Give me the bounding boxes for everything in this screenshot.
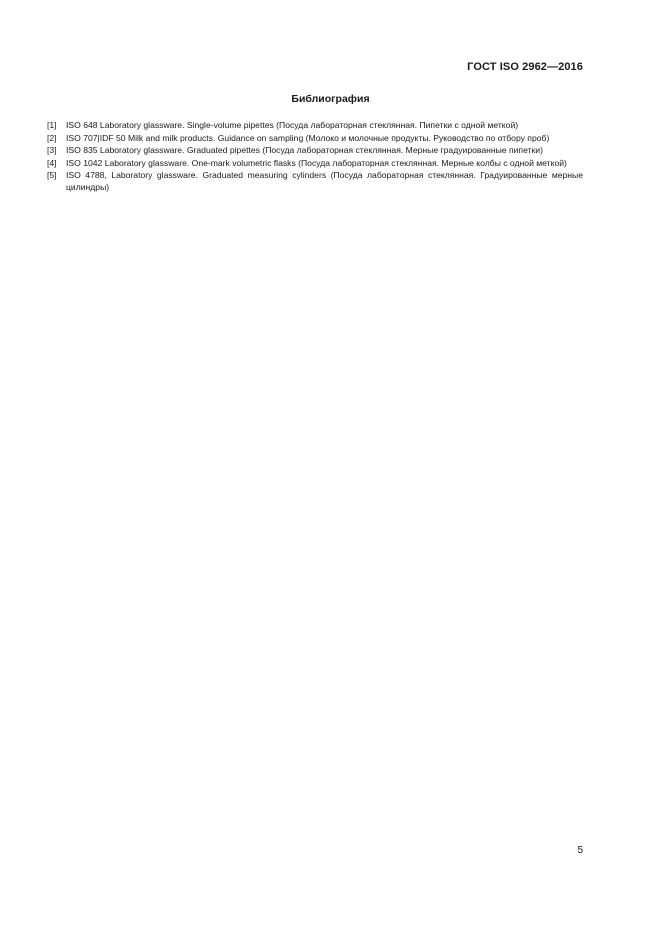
page-number: 5 <box>577 845 583 856</box>
bibliography-item-number: [1] <box>47 120 57 130</box>
bibliography-item <box>47 170 583 193</box>
bibliography-item-text: ISO 648 Laboratory glassware. Single-volume pipettes (Посуда лабораторная стеклянная. Пипетки с одной меткой) <box>66 120 519 130</box>
bibliography-item-number: [3] <box>47 145 57 156</box>
bibliography-item-number: [4] <box>47 157 57 168</box>
section-title: Библиография <box>291 93 370 105</box>
bibliography-list <box>47 120 583 195</box>
bibliography-item-text: ISO 707|IDF 50 Milk and milk products. Guidance on sampling (Молоко и молочные продукты. Руководство по отбору проб) <box>66 132 550 143</box>
bibliography-item-text: ISO 4788, Laboratory glassware. Graduated measuring cylinders (Посуда лабораторная стеклянная. Градуированные мерные цилиндры) <box>66 170 583 192</box>
document-code: ГОСТ ISO 2962—2016 <box>467 61 583 73</box>
bibliography-item <box>47 133 583 145</box>
bibliography-item-number: [5] <box>47 170 57 181</box>
bibliography-item <box>47 120 583 132</box>
bibliography-item <box>47 158 583 170</box>
bibliography-item-text: ISO 1042 Laboratory glassware. One-mark volumetric flasks (Посуда лабораторная стеклянная. Мерные колбы с одной меткой) <box>66 157 567 168</box>
bibliography-item-text: ISO 835 Laboratory glassware. Graduated pipettes (Посуда лабораторная стеклянная. Мерные градуированные пипетки) <box>66 145 543 156</box>
bibliography-item-number: [2] <box>47 132 57 143</box>
bibliography-item <box>47 145 583 157</box>
